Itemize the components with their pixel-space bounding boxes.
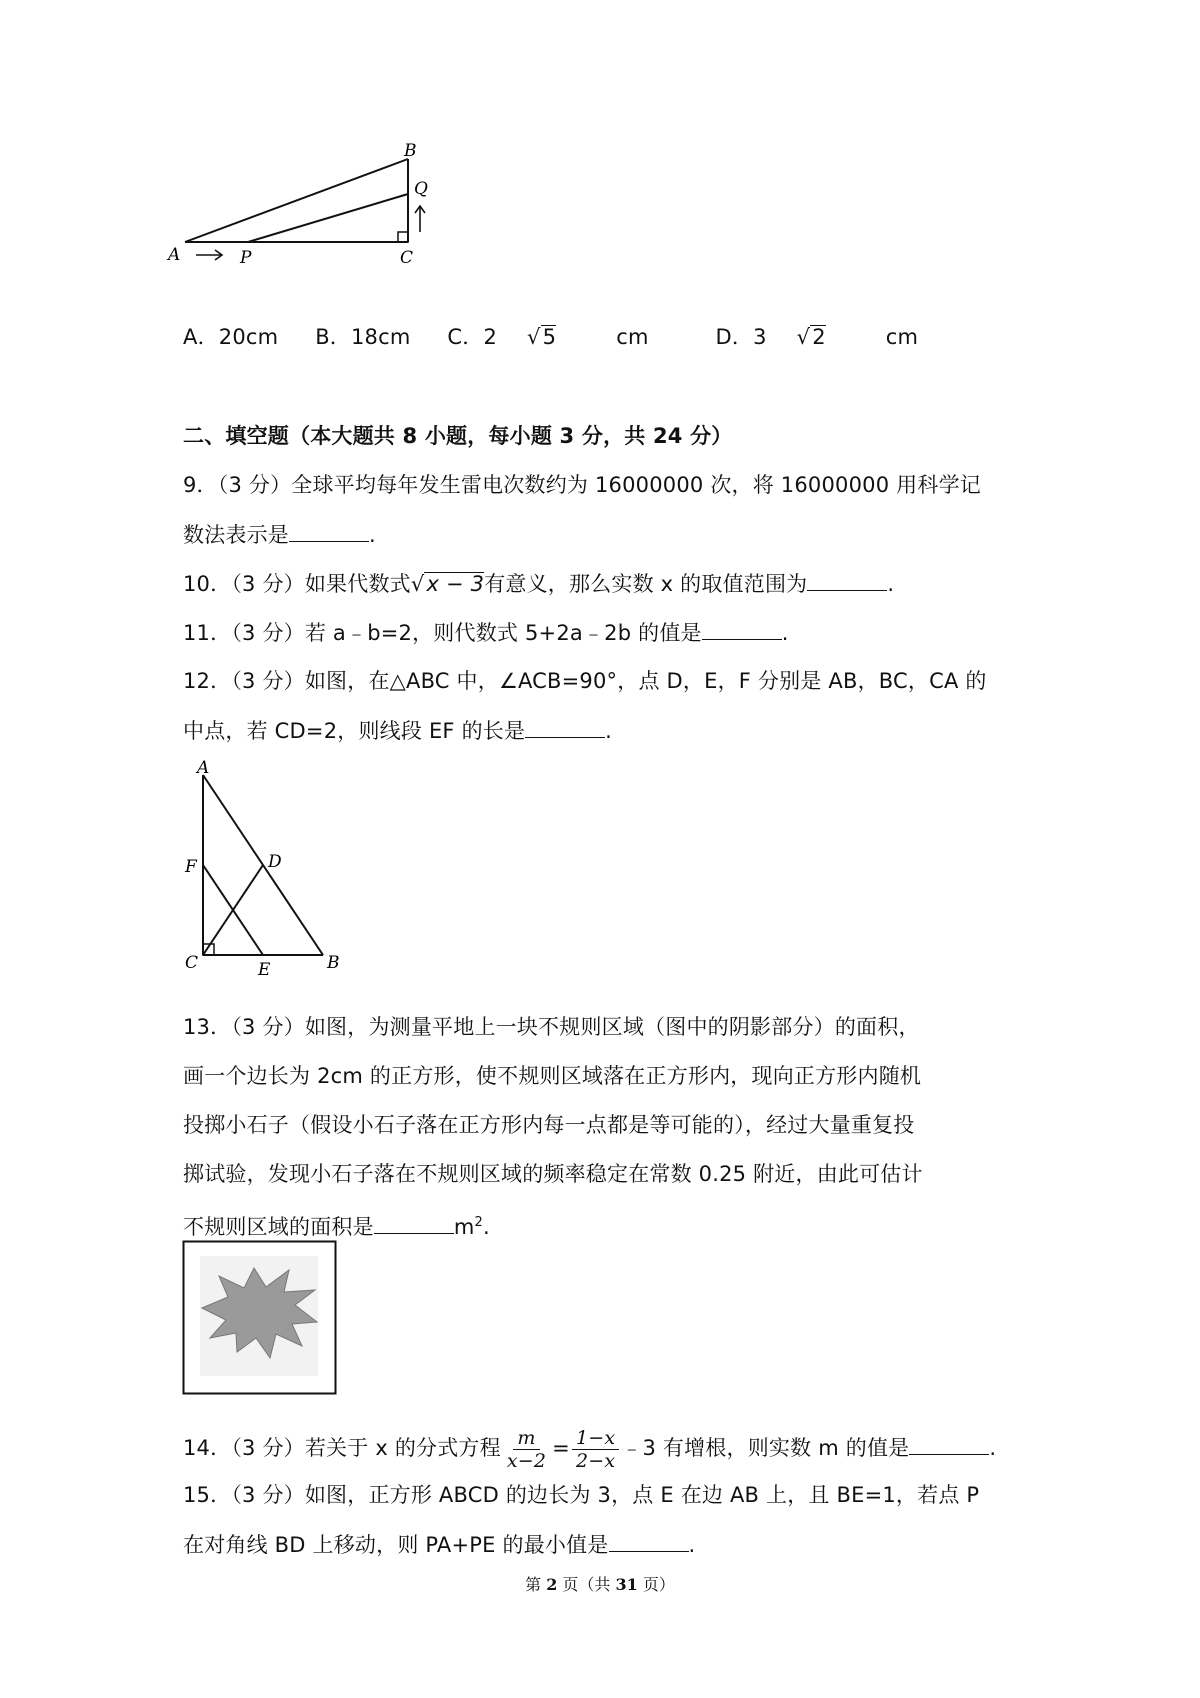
label-d: D <box>268 852 282 872</box>
q9-line1: 9．（3 分）全球平均每年发生雷电次数约为 16000000 次，将 16000000 用科学记 <box>183 473 981 497</box>
q15-line2: 在对角线 BD 上移动，则 PA+PE 的最小值是 . <box>183 1529 695 1560</box>
q10-line: 10．（3 分）如果代数式√x − 3有意义，那么实数 x 的取值范围为 . <box>183 568 894 599</box>
q13-line4: 掷试验，发现小石子落在不规则区域的频率稳定在常数 0.25 附近，由此可估计 <box>183 1162 923 1186</box>
q13-line5: 不规则区域的面积是 $m^2$. <box>183 1208 490 1242</box>
arrow-up-icon <box>415 206 425 232</box>
q8-choices <box>183 322 978 352</box>
answer-blank <box>609 1529 689 1552</box>
q12-line1: 12．（3 分）如图，在△ABC 中，∠ACB=90°，点 D，E，F 分别是 AB，BC，CA 的 <box>183 669 987 693</box>
q13-line1: 13．（3 分）如图，为测量平地上一块不规则区域（图中的阴影部分）的面积， <box>183 1015 920 1039</box>
section-heading: 二、填空题（本大题共 8 小题，每小题 3 分，共 24 分） <box>183 424 733 448</box>
choice-b: B．18cm <box>315 325 411 349</box>
choice-c: C．2 √5 cm <box>447 325 649 349</box>
label-a: A <box>197 758 210 778</box>
fraction-m-over-x-minus-2: $\frac{m}{x-2}$ <box>506 1426 547 1472</box>
choice-d: D．3 √2 cm <box>715 325 919 349</box>
fraction-1-minus-x-over-2-minus-x: $\frac{1-x}{2-x}$ <box>572 1427 619 1472</box>
q11-line: 11．（3 分）若 a﹣b=2，则代数式 5+2a﹣2b 的值是 . <box>183 617 789 648</box>
label-c: C <box>185 953 199 973</box>
choice-a: A．20cm <box>183 325 279 349</box>
segment-ab <box>185 159 408 242</box>
answer-blank <box>289 519 369 542</box>
figure-q8-triangle <box>160 140 460 290</box>
sqrt-expression: √x − 3 <box>410 572 485 596</box>
answer-blank <box>909 1432 989 1455</box>
q14-line: 14．（3 分）若关于 x 的分式方程 $\frac{m}{x-2}$ = $\frac{1-x}{2-x}$ ﹣3 有增根，则实数 m 的值是 . <box>183 1426 997 1472</box>
page-number: 2 <box>546 1575 558 1594</box>
label-p: P <box>240 248 252 268</box>
label-f: F <box>185 857 197 877</box>
answer-blank <box>807 568 887 591</box>
label-e: E <box>258 960 271 980</box>
answer-blank <box>702 617 782 640</box>
label-b: B <box>404 141 417 161</box>
label-a: A <box>168 245 181 265</box>
label-c: C <box>400 248 414 268</box>
q13-line3: 投掷小石子（假设小石子落在正方形内每一点都是等可能的），经过大量重复投 <box>183 1113 915 1137</box>
answer-blank <box>525 715 605 738</box>
answer-blank <box>374 1211 454 1234</box>
page-footer: 第 2 页（共 31 页） <box>525 1575 675 1594</box>
q12-line2: 中点，若 CD=2，则线段 EF 的长是 . <box>183 715 612 746</box>
figure-q12-triangle <box>175 755 355 980</box>
right-angle-mark <box>398 232 408 242</box>
q13-line2: 画一个边长为 2cm 的正方形，使不规则区域落在正方形内，现向正方形内随机 <box>183 1064 922 1088</box>
arrow-right-icon <box>196 250 222 260</box>
label-b: B <box>327 953 340 973</box>
figure-q13-square <box>182 1240 337 1395</box>
segment-pq <box>248 194 408 242</box>
label-q: Q <box>414 179 428 199</box>
total-pages: 31 <box>615 1575 638 1594</box>
q9-line2: 数法表示是 . <box>183 519 376 550</box>
q15-line1: 15．（3 分）如图，正方形 ABCD 的边长为 3，点 E 在边 AB 上，且 BE=1，若点 P <box>183 1483 980 1507</box>
